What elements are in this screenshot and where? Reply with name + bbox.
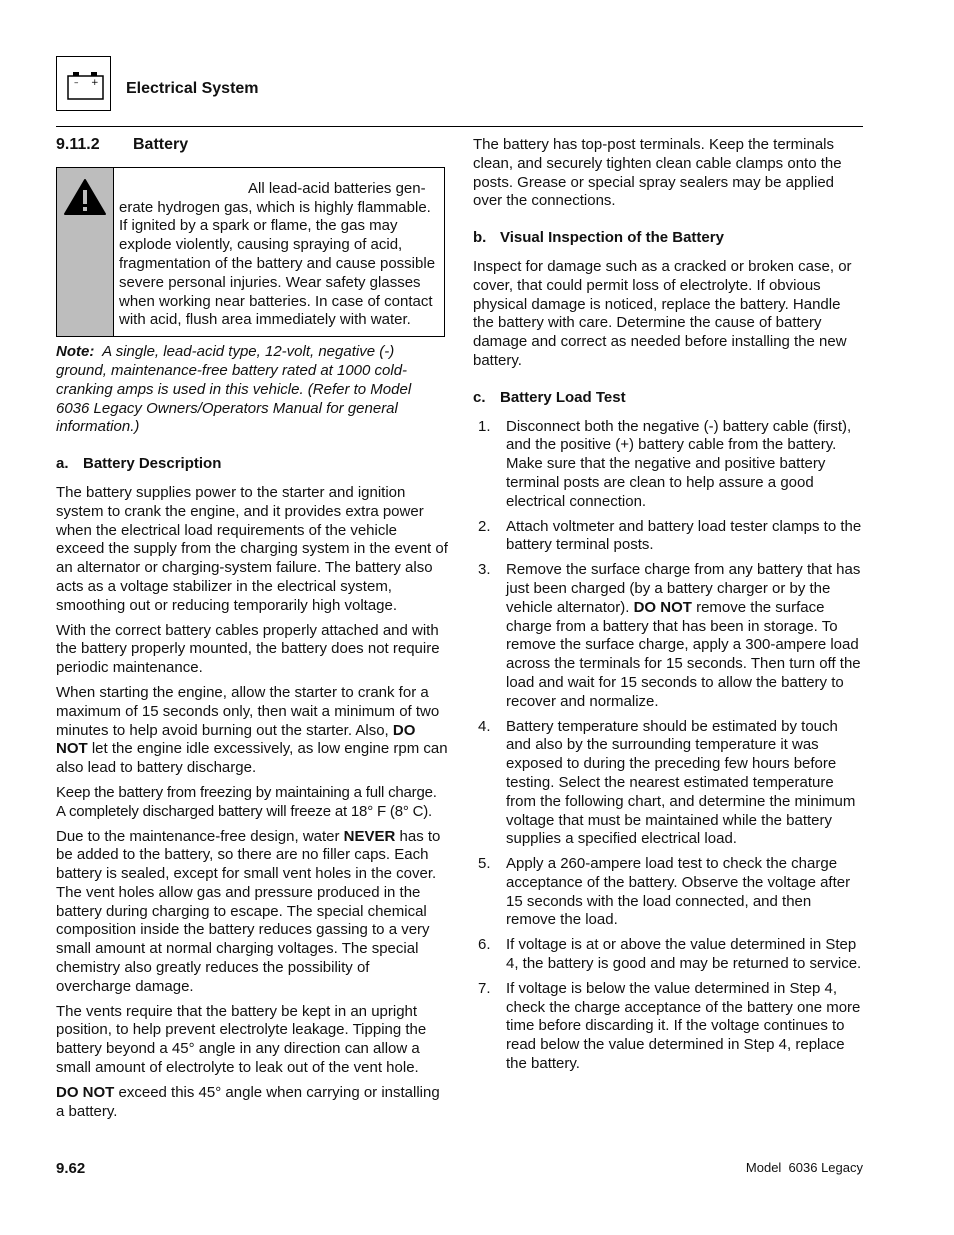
- step-text: If voltage is at or above the value determined in Step 4, the battery is good and may be returned to service.: [506, 936, 862, 973]
- subheading-letter: a.: [56, 455, 69, 473]
- list-item: [473, 980, 865, 1074]
- step-number: 3.: [478, 561, 491, 579]
- paragraph-text: When starting the engine, allow the starter to crank for a maximum of 15 seconds only, then wait a minimum of two minutes to help avoid burning out the starter. Also,: [56, 683, 440, 739]
- subheading-title: Battery Load Test: [500, 388, 626, 406]
- header-rule: [56, 126, 863, 127]
- step-number: 5.: [478, 855, 491, 873]
- section-heading: [56, 136, 448, 155]
- paragraph: Keep the battery from freezing by maintaining a full charge. A completely discharged battery will freeze at 18° F (8° C).: [56, 783, 437, 820]
- subheading-letter: b.: [473, 229, 487, 247]
- warning-triangle-icon: [63, 178, 107, 216]
- header-icon-box: [56, 56, 111, 111]
- paragraph: [56, 1084, 448, 1122]
- paragraph: The battery has top-post terminals. Keep the terminals clean, and securely tighten clean cable clamps onto the posts. Grease or special spray sealers may be applied over the connections.: [473, 136, 842, 210]
- emphasis: DO NOT: [633, 598, 692, 616]
- list-item: [473, 561, 865, 711]
- subheading-title: Battery Description: [83, 455, 222, 473]
- note-label: Note:: [56, 343, 95, 361]
- battery-icon: [57, 57, 112, 112]
- list-item: [473, 418, 865, 512]
- list-item: [473, 718, 865, 850]
- right-column: [473, 136, 865, 1080]
- note-text: A single, lead-acid type, 12-volt, negative (-) ground, maintenance-free battery rated at 1000 cold-cranking amps is used in this vehicle. (Refer to Model 6036 Legacy Owners/Operators Manual for general information.): [56, 343, 412, 436]
- list-item: [473, 936, 865, 974]
- subheading-letter: c.: [473, 388, 486, 406]
- left-column: [56, 136, 448, 1127]
- list-item: [473, 855, 865, 930]
- subheading-title: Visual Inspection of the Battery: [500, 229, 724, 247]
- step-text-part: remove the surface charge from a battery that has been in storage. To remove the surface charge, apply a 300-ampere load across the terminals for 15 seconds. Then turn off the load and wait for 15 seconds to allow the battery to recover and normalize.: [506, 598, 861, 710]
- footer-model: Model 6036 Legacy: [745, 1160, 863, 1175]
- step-number: 4.: [478, 717, 491, 735]
- section-number: 9.11.2: [56, 136, 100, 153]
- subheading-visual: [473, 229, 865, 248]
- step-number: 6.: [478, 936, 491, 954]
- paragraph-text: Due to the maintenance-free design, water: [56, 827, 340, 845]
- paragraph: [56, 828, 448, 997]
- warning-sidebar: [57, 168, 114, 336]
- section-title: Battery: [133, 136, 189, 153]
- paragraph: [56, 684, 448, 778]
- step-text: Attach voltmeter and battery load tester clamps to the battery terminal posts.: [506, 517, 862, 554]
- warning-text: [114, 168, 444, 336]
- paragraph-text: has to be added to the battery, so there are no filler caps. Each battery is sealed, except for small vent holes in the cover. The vent holes allow gas and pressure produced in the battery during charging to escape. The special chemical composition inside the battery reduces gassing to a very small amount at normal charging voltages. The special chemistry also greatly reduces the possibility of overcharge damage.: [56, 827, 441, 995]
- warning-body: erate hydrogen gas, which is highly flammable. If ignited by a spark or flame, the gas may explode violently, causing spraying of acid, fragmentation of the battery and cause possible severe personal injuries. Wear safety glasses when working near batteries. In case of contact with acid, flush area immediately with water.: [119, 198, 436, 329]
- step-text: If voltage is below the value determined in Step 4, check the charge acceptance of the battery one more time before discarding it. If the voltage continues to read below the value determined in Step 4, replace the battery.: [506, 979, 861, 1073]
- step-text: Battery temperature should be estimated by touch and also by the surrounding temperature it was exposed to during the preceding few hours before testing. Select the nearest estimated temperature from the following chart, and determine the minimum voltage that must be maintained while the battery supplies a specified electrical load.: [506, 717, 856, 848]
- emphasis: DO NOT: [56, 1083, 115, 1101]
- page-number: 9.62: [56, 1160, 86, 1177]
- header-title: Electrical System: [126, 80, 259, 97]
- list-item: [473, 518, 865, 556]
- step-text: [506, 561, 865, 711]
- warning-first-line: All lead-acid batteries gen-: [248, 179, 426, 197]
- step-text-part: Remove the surface charge from any battery that has just been charged (by a battery charger or by the vehicle alternator).: [506, 561, 861, 616]
- emphasis: NEVER: [343, 827, 396, 845]
- subheading-description: [56, 455, 448, 474]
- warning-box: [56, 167, 445, 337]
- paragraph: Inspect for damage such as a cracked or broken case, or cover, that could permit loss of electrolyte. If obvious physical damage is noticed, replace the battery. Handle the battery with care. Determine the cause of battery damage and correct as needed before installing the new battery.: [473, 257, 852, 369]
- step-number: 1.: [478, 417, 491, 435]
- emphasis: DO NOT: [56, 721, 416, 758]
- note: [56, 343, 448, 437]
- paragraph: With the correct battery cables properly attached and with the battery properly mounted, the battery does not require periodic maintenance.: [56, 621, 440, 677]
- battery-plus-sign: +: [91, 78, 99, 88]
- battery-minus-sign: –: [74, 78, 79, 88]
- load-test-steps: [473, 418, 865, 1074]
- subheading-load-test: [473, 389, 865, 408]
- step-number: 7.: [478, 979, 491, 997]
- step-text: Apply a 260-ampere load test to check the charge acceptance of the battery. Observe the voltage after 15 seconds with the load connected, and then remove the load.: [506, 855, 851, 929]
- paragraph-text: let the engine idle excessively, as low engine rpm can also lead to battery discharge.: [56, 740, 448, 777]
- step-text: Disconnect both the negative (-) battery cable (first), and the positive (+) battery cable from the battery. Make sure that the negative and positive battery terminal posts are clean to help assure a good electrical connection.: [506, 417, 852, 510]
- paragraph: The vents require that the battery be kept in an upright position, to help prevent electrolyte leakage. Tipping the battery beyond a 45° angle in any direction can allow a small amount of electrolyte to leak out of the vent hole.: [56, 1002, 427, 1077]
- paragraph-text: exceed this 45° angle when carrying or installing a battery.: [56, 1083, 440, 1120]
- step-number: 2.: [478, 517, 491, 535]
- paragraph: The battery supplies power to the starter and ignition system to crank the engine, and it provides extra power when the electrical load requirements of the vehicle exceed the supply from the charging system in the event of an alternator or charging-system failure. The battery also acts as a voltage stabilizer in the electrical system, smoothing out or reducing temporarily high voltage.: [56, 483, 448, 614]
